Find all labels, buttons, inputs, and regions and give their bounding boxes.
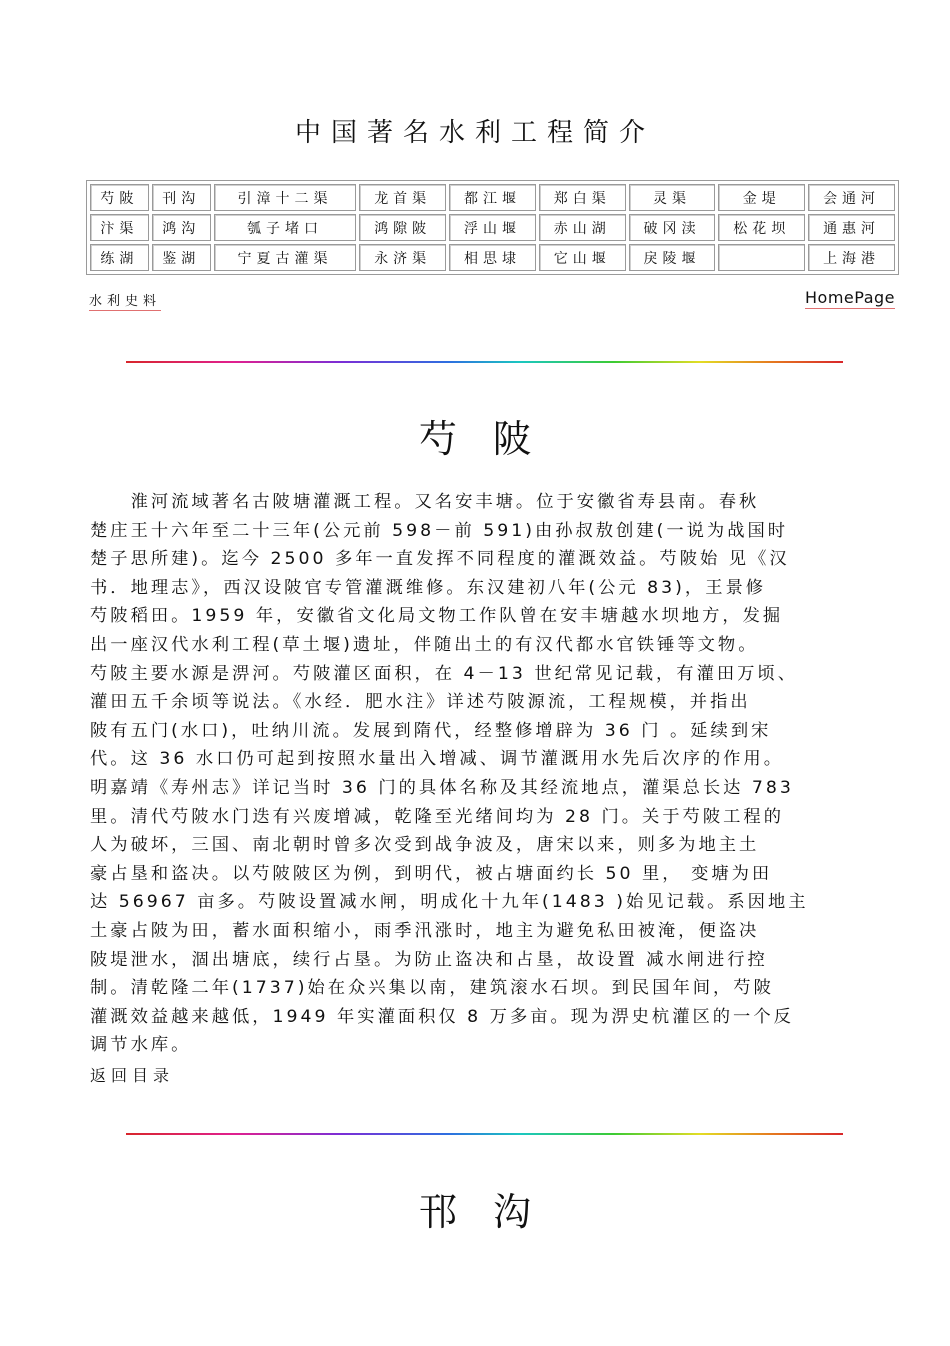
article-line: 陂有五门(水口)，吐纳川流。发展到隋代，经整修增辟为 36 门 。延续到宋 [90, 720, 772, 741]
history-link[interactable]: 水利史料 [89, 290, 161, 311]
nav-link-xiangsi[interactable]: 相思埭 [449, 244, 536, 271]
nav-link-longshou[interactable]: 龙首渠 [359, 184, 446, 211]
nav-row [90, 214, 895, 241]
nav-link-hangou[interactable]: 刊沟 [152, 184, 211, 211]
article-line: 达 56967 亩多。芍陂设置减水闸，明成化十九年(1483 )始见记载。系因地主 [90, 892, 809, 913]
nav-link-shanghai[interactable]: 上海港 [808, 244, 895, 271]
nav-link-tashan[interactable]: 它山堰 [539, 244, 626, 271]
section-title: 芍陂 [418, 417, 567, 461]
rainbow-divider [126, 1133, 843, 1135]
article-line: 书．地理志》，西汉设陂官专管灌溉维修。东汉建初八年(公元 83)，王景修 [90, 577, 767, 598]
article-line: 楚庄王十六年至二十三年(公元前 598－前 591)由孙叔敖创建(一说为战国时 [90, 520, 789, 541]
nav-link-chishan[interactable]: 赤山湖 [539, 214, 626, 241]
page-title: 中国著名水利工程简介 [294, 118, 655, 148]
nav-link-jindi[interactable]: 金堤 [718, 184, 805, 211]
article-line: 调节水库。 [90, 1035, 192, 1056]
article-body [90, 488, 880, 1060]
project-nav-table [86, 180, 899, 275]
nav-link-tonghui[interactable]: 通惠河 [808, 214, 895, 241]
rainbow-divider [126, 361, 843, 363]
nav-link-bianqu[interactable]: 汴渠 [90, 214, 149, 241]
article-line: 代。这 36 水口仍可起到按照水量出入增减、调节灌溉用水先后次序的作用。 [90, 749, 784, 770]
article-line: 芍陂主要水源是淠河。芍陂灌区面积，在 4－13 世纪常见记载，有灌田万顷、 [90, 663, 798, 684]
section-title: 邗沟 [418, 1190, 567, 1234]
nav-link-yinzhang[interactable]: 引漳十二渠 [214, 184, 357, 211]
homepage-link[interactable]: HomePage [805, 288, 895, 307]
nav-link-lianhu[interactable]: 练湖 [90, 244, 149, 271]
nav-link-shaobei[interactable]: 芍陂 [90, 184, 149, 211]
article-line: 人为破坏，三国、南北朝时曾多次受到战争波及，唐宋以来，则多为地主土 [90, 835, 760, 856]
nav-link-songhua[interactable]: 松花坝 [718, 214, 805, 241]
nav-link-lingqu[interactable]: 灵渠 [629, 184, 716, 211]
nav-link-ningxia[interactable]: 宁夏古灌渠 [214, 244, 357, 271]
article-line: 出一座汉代水利工程(草土堰)遗址，伴随出土的有汉代都水官铁锤等文物。 [90, 634, 759, 655]
nav-cell-empty [718, 244, 805, 271]
article-line: 土豪占陂为田，蓄水面积缩小，雨季汛涨时，地主为避免私田被淹，便盗决 [90, 920, 760, 941]
article-line: 制。清乾隆二年(1737)始在众兴集以南，建筑滚水石坝。到民国年间，芍陂 [90, 978, 774, 999]
nav-link-huzi[interactable]: 瓠子堵口 [214, 214, 357, 241]
nav-row [90, 244, 895, 271]
nav-link-hongxi[interactable]: 鸿隙陂 [359, 214, 446, 241]
nav-link-pogang[interactable]: 破冈渎 [629, 214, 716, 241]
article-line: 里。清代芍陂水门迭有兴废增减，乾隆至光绪间均为 28 门。关于芍陂工程的 [90, 806, 784, 827]
nav-link-honggou[interactable]: 鸿沟 [152, 214, 211, 241]
nav-row [90, 184, 895, 211]
nav-link-fushan[interactable]: 浮山堰 [449, 214, 536, 241]
nav-link-jianhu[interactable]: 鉴湖 [152, 244, 211, 271]
article-line: 芍陂稻田。1959 年，安徽省文化局文物工作队曾在安丰塘越水坝地方，发掘 [90, 606, 784, 627]
nav-link-yongji[interactable]: 永济渠 [359, 244, 446, 271]
article-line: 陂堤泄水，涸出塘底，续行占垦。为防止盗决和占垦，故设置 减水闸进行控 [90, 949, 768, 970]
nav-link-dujiangyan[interactable]: 都江堰 [449, 184, 536, 211]
return-to-index-link[interactable]: 返回目录 [90, 1066, 175, 1085]
article-line: 豪占垦和盗决。以芍陂陂区为例，到明代，被占塘面约长 50 里， 变塘为田 [90, 863, 773, 884]
nav-link-huitong[interactable]: 会通河 [808, 184, 895, 211]
article-line: 灌田五千余顷等说法。《水经．肥水注》详述芍陂源流，工程规模，并指出 [90, 692, 751, 713]
article-line: 淮河流域著名古陂塘灌溉工程。又名安丰塘。位于安徽省寿县南。春秋 [90, 492, 760, 512]
article-line: 明嘉靖《寿州志》详记当时 36 门的具体名称及其经流地点，灌渠总长达 783 [90, 777, 794, 798]
article-line: 灌溉效益越来越低，1949 年实灌面积仅 8 万多亩。现为淠史杭灌区的一个反 [90, 1006, 794, 1027]
nav-link-zhengbai[interactable]: 郑白渠 [539, 184, 626, 211]
article-line: 楚子思所建)。迄今 2500 多年一直发挥不同程度的灌溉效益。芍陂始 见《汉 [90, 549, 790, 570]
nav-link-liling[interactable]: 戾陵堰 [629, 244, 716, 271]
